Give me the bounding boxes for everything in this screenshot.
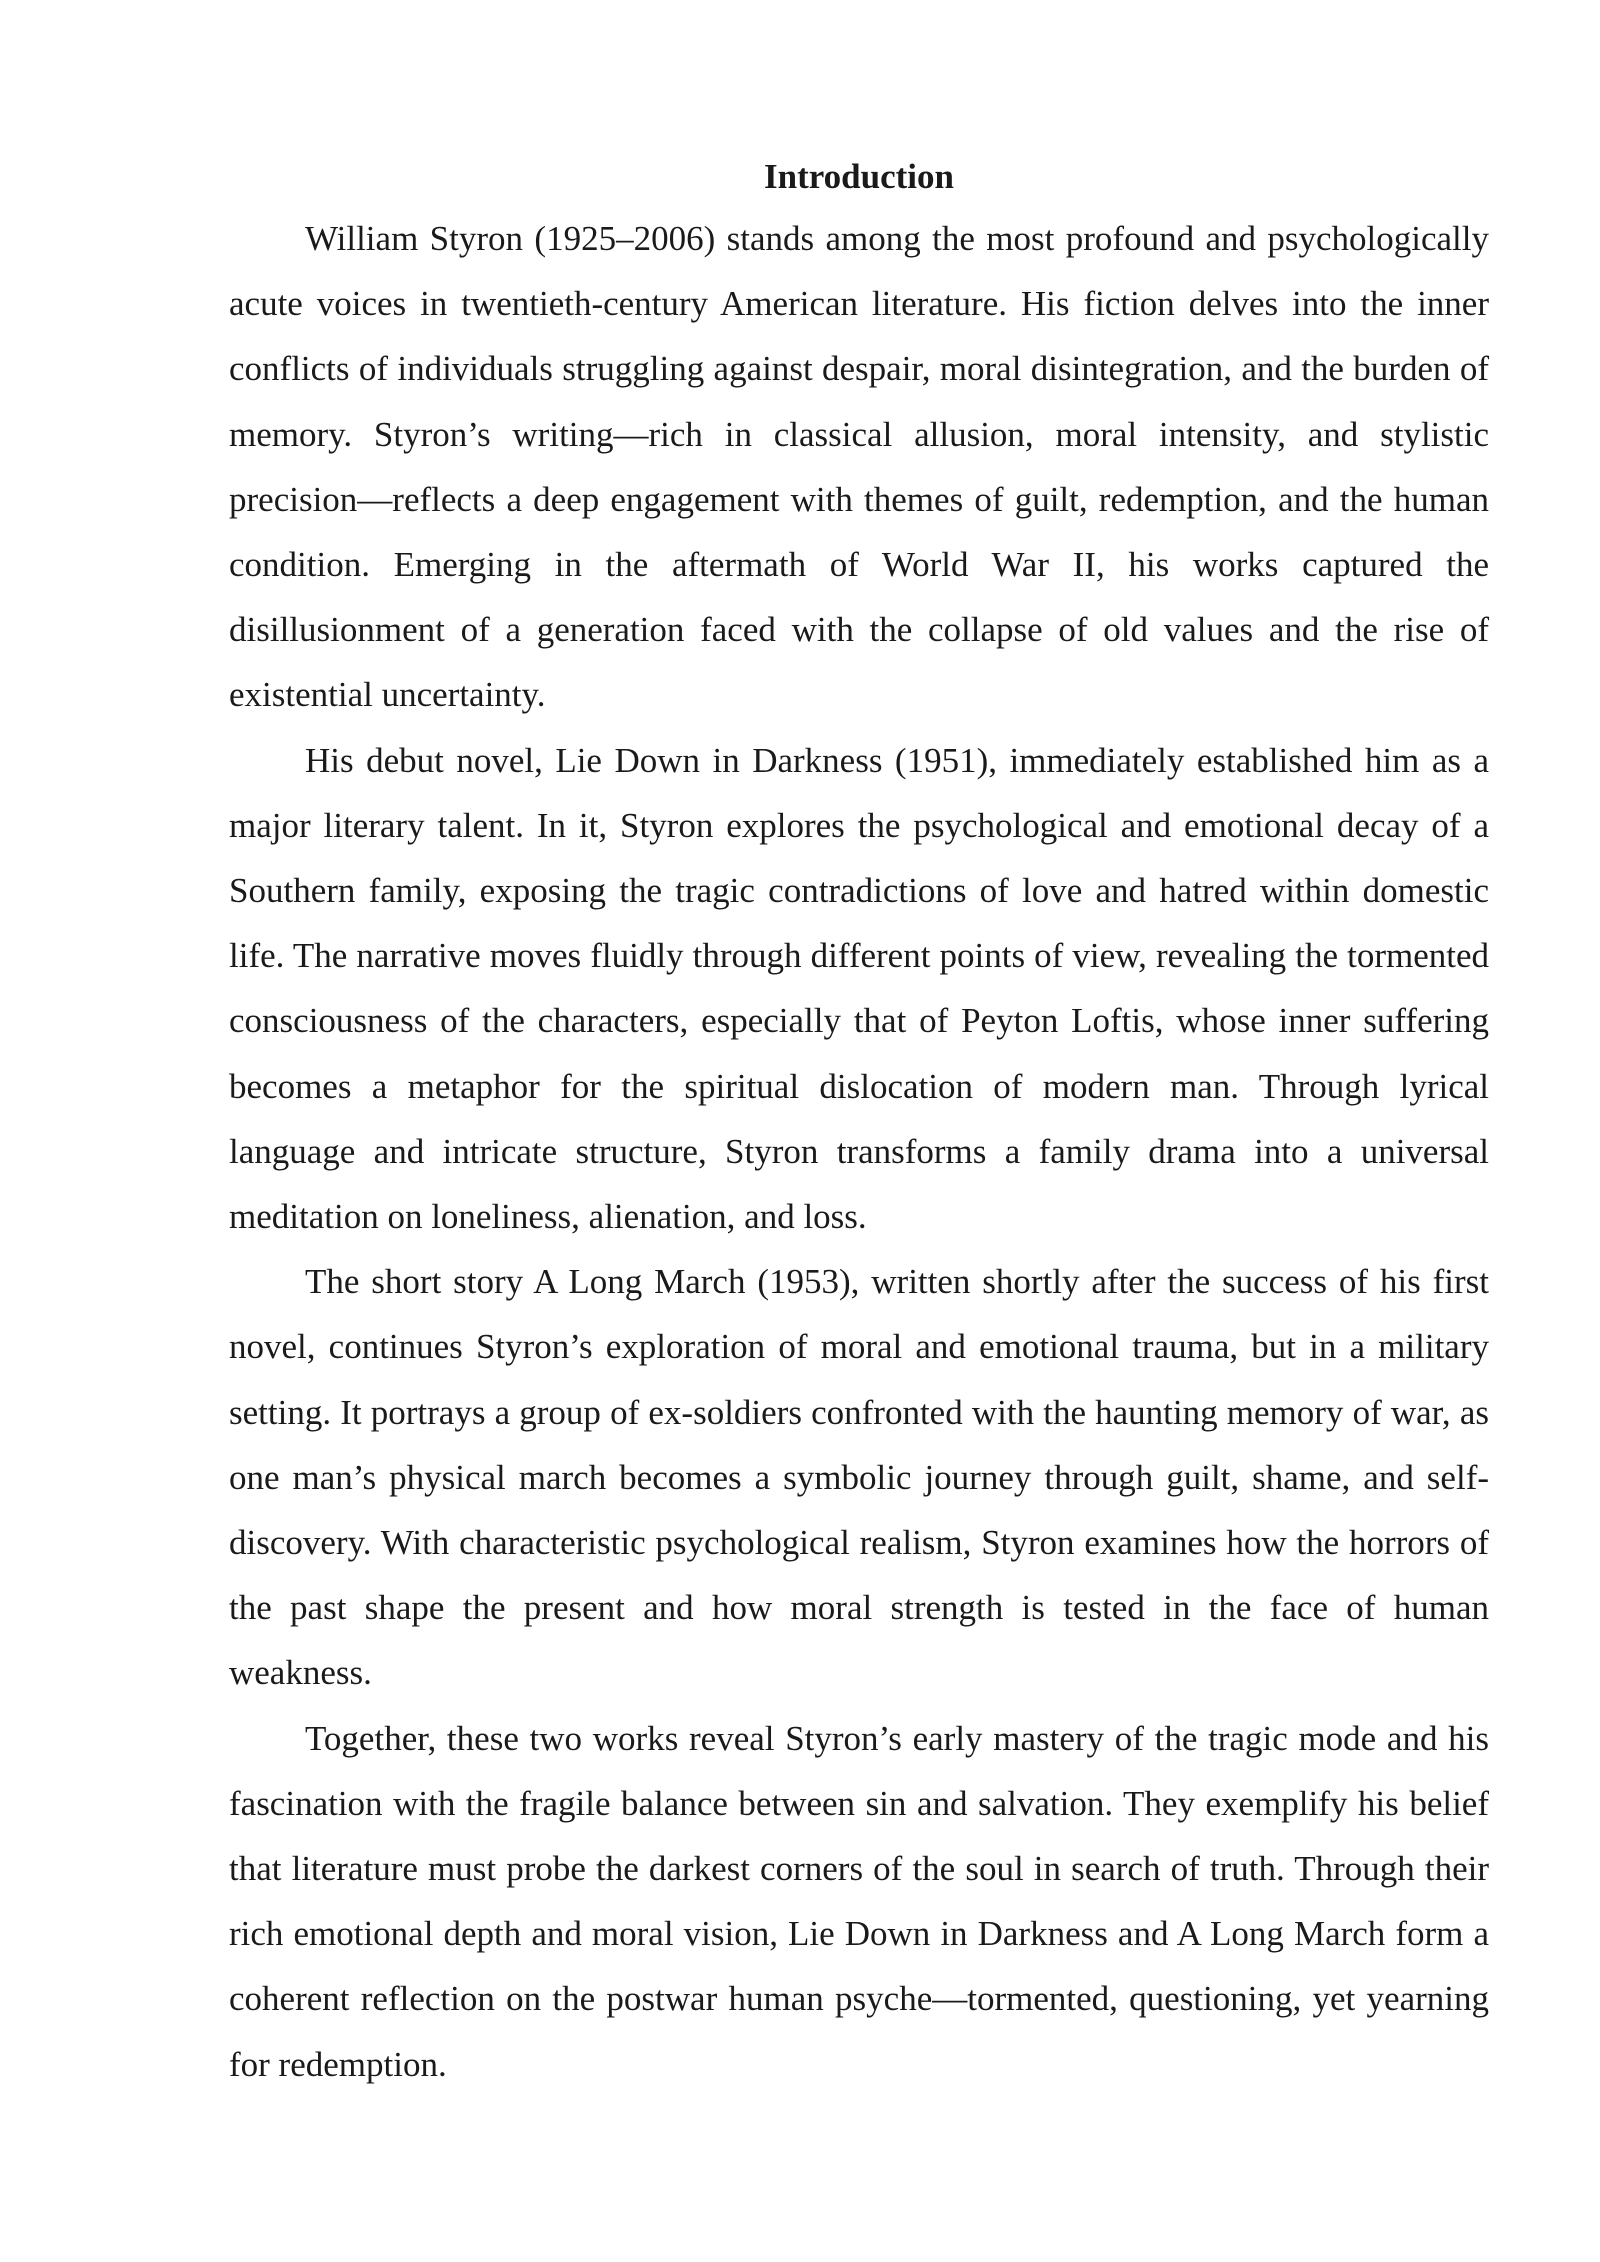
document-body bbox=[229, 148, 1489, 2097]
paragraph-3: The short story A Long March (1953), written shortly after the success of his first novel, continues Styron’s exploration of moral and emotional trauma, but in a military setting. It portrays a group of ex-soldiers confronted with the haunting memory of war, as one man’s physical march becomes a symbolic journey through guilt, shame, and self-discovery. With characteristic psychological realism, Styron examines how the horrors of the past shape the present and how moral strength is tested in the face of human weakness. bbox=[229, 1262, 1489, 1693]
paragraph-2: His debut novel, Lie Down in Darkness (1951), immediately established him as a major literary talent. In it, Styron explores the psychological and emotional decay of a Southern family, exposing the tragic contradictions of love and hatred within domestic life. The narrative moves fluidly through different points of view, revealing the tormented consciousness of the characters, especially that of Peyton Loftis, whose inner suffering becomes a metaphor for the spiritual dislocation of modern man. Through lyrical language and intricate structure, Styron transforms a family drama into a universal meditation on loneliness, alienation, and loss. bbox=[229, 740, 1489, 1237]
paragraph-4: Together, these two works reveal Styron’s early mastery of the tragic mode and his fascination with the fragile balance between sin and salvation. They exemplify his belief that literature must probe the darkest corners of the soul in search of truth. Through their rich emotional depth and moral vision, Lie Down in Darkness and A Long March form a coherent reflection on the postwar human psyche—tormented, questioning, yet yearning for redemption. bbox=[229, 1718, 1489, 2084]
paragraph-1: William Styron (1925–2006) stands among the most profound and psychologically acute voices in twentieth-century American literature. His fiction delves into the inner conflicts of individuals struggling against despair, moral disintegration, and the burden of memory. Styron’s writing—rich in classical allusion, moral intensity, and stylistic precision—reflects a deep engagement with themes of guilt, redemption, and the human condition. Emerging in the aftermath of World War II, his works captured the disillusionment of a generation faced with the collapse of old values and the rise of existential uncertainty. bbox=[229, 219, 1489, 715]
document-title: Introduction bbox=[764, 157, 954, 196]
